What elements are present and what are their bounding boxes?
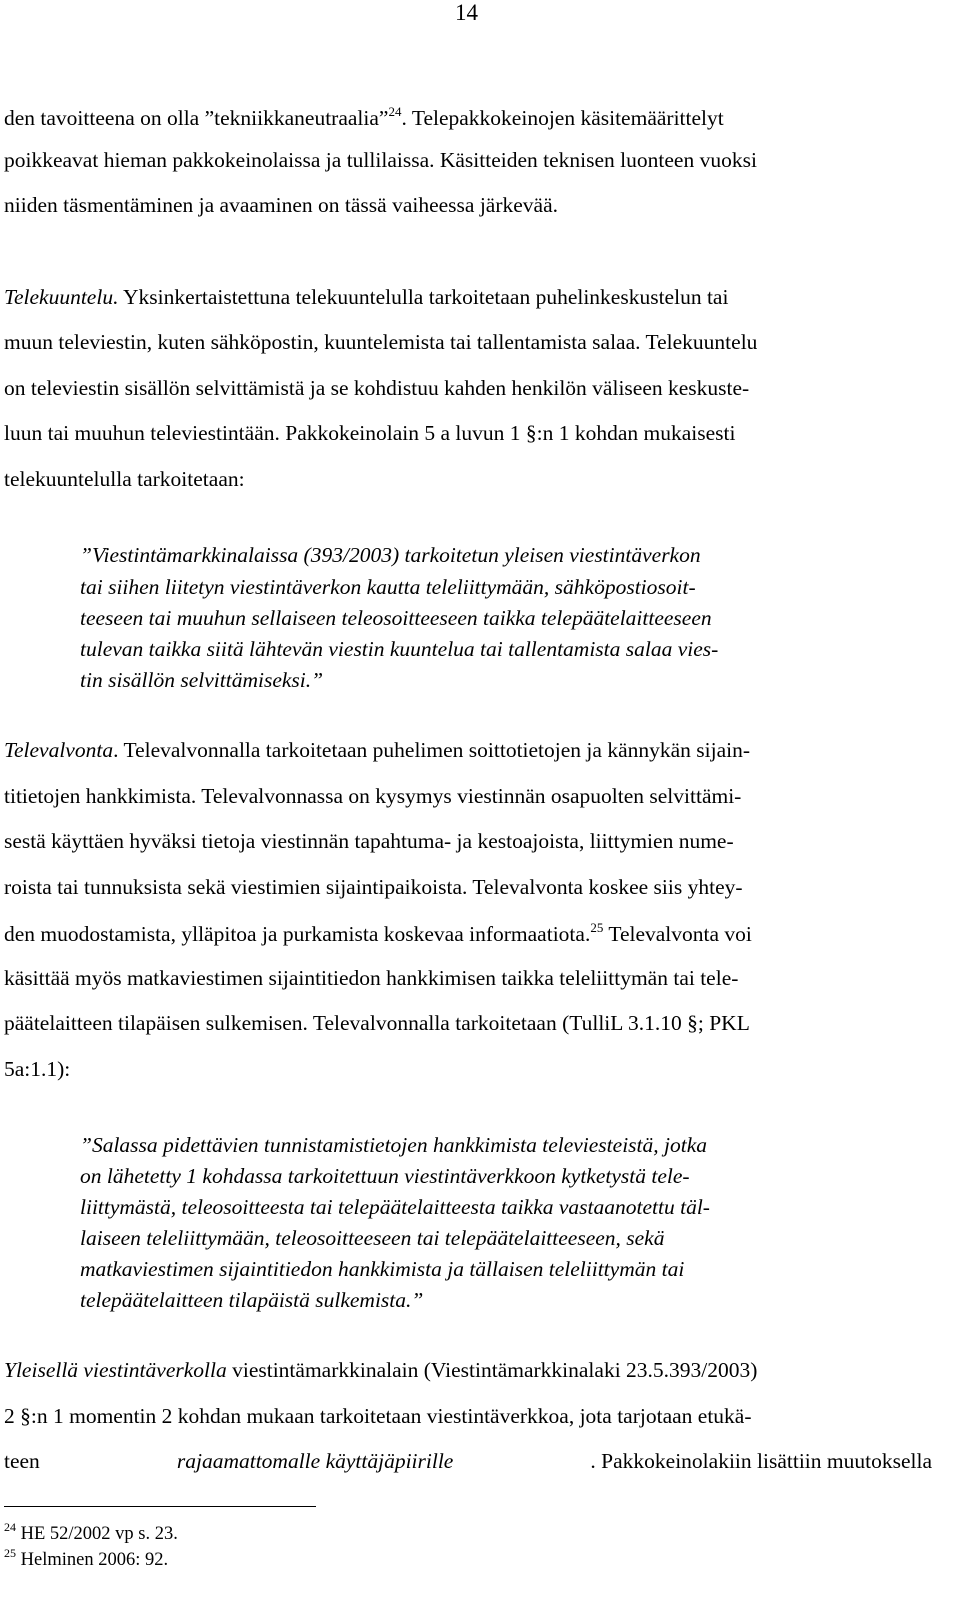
para1-line2: poikkeavat hieman pakkokeinolaissa ja tullilaissa. Käsitteiden teknisen luonteen vuoksi xyxy=(4,148,757,172)
para4-line2: 2 §:n 1 momentin 2 kohdan mukaan tarkoitetaan viestintäverkkoa, jota tarjotaan etukä- xyxy=(4,1404,752,1428)
para3-line1: Televalvonta. Televalvonnalla tarkoitetaan puhelimen soittotietojen ja kännykän sijain- xyxy=(4,738,751,762)
para3-line6: käsittää myös matkaviestimen sijaintitiedon hankkimisen taikka teleliittymän tai tele- xyxy=(4,966,739,990)
footnote-ref-24: 24 xyxy=(388,104,402,119)
para3-line4: roista tai tunnuksista sekä viestimien sijaintipaikoista. Televalvonta koskee siis yhtey- xyxy=(4,875,743,899)
para2-line4: luun tai muuhun televiestintään. Pakkokeinolain 5 a luvun 1 §:n 1 kohdan mukaisesti xyxy=(4,421,736,445)
para1-line1-text: den tavoitteena on olla ”tekniikkaneutraalia”$^{24}$. Telepakkokeinojen käsitemäärittelyt xyxy=(4,104,724,130)
para3-line8: 5a:1.1): xyxy=(4,1057,71,1081)
quote2-line5: matkaviestimen sijaintitiedon hankkimista ja tällaisen teleliittymän tai xyxy=(80,1257,685,1281)
quote2-line4: laiseen teleliittymään, teleosoitteeseen tai telepäätelaitteeseen, sekä xyxy=(80,1226,665,1250)
para4-line3: teen rajaamattomalle käyttäjäpiirille . Pakkokeinolakiin lisättiin muutoksella xyxy=(4,1449,932,1473)
term-rajaamaton-kayttajapiiri: rajaamattomalle käyttäjäpiirille xyxy=(176,1449,454,1473)
para4-line1: Yleisellä viestintäverkolla viestintämarkkinalain (Viestintämarkkinalaki 23.5.393/2003) xyxy=(4,1358,758,1382)
para3-line5: den muodostamista, ylläpitoa ja purkamista koskevaa informaatiota.$^{25}$ Televalvonta voi xyxy=(4,920,752,946)
para2-line1: Telekuuntelu. Yksinkertaistettuna telekuuntelulla tarkoitetaan puhelinkeskustelun tai xyxy=(4,285,729,309)
term-yleinen-viestintaverkko: Yleisellä viestintäverkolla xyxy=(4,1358,227,1382)
footnote-25: $^{25}$ Helminen 2006: 92. xyxy=(4,1546,169,1570)
quote2-line2: on lähetetty 1 kohdassa tarkoitettuun viestintäverkkoon kytketystä tele- xyxy=(80,1164,690,1188)
para1-line3: niiden täsmentäminen ja avaaminen on tässä vaiheessa järkevää. xyxy=(4,193,559,217)
para3-line2: titietojen hankkimista. Televalvonnassa on kysymys viestinnän osapuolten selvittämi- xyxy=(4,784,742,808)
para1-line1 xyxy=(4,104,932,131)
para2-line2: muun televiestin, kuten sähköpostin, kuuntelemista tai tallentamista salaa. Telekuuntelu xyxy=(4,330,758,354)
para2-line5: telekuuntelulla tarkoitetaan: xyxy=(4,467,245,491)
quote1-line3: teeseen tai muuhun sellaiseen teleosoitteeseen taikka telepäätelaitteeseen xyxy=(80,606,712,630)
footnote-24: $^{24}$ HE 52/2002 vp s. 23. xyxy=(4,1520,178,1544)
footnote-ref-25: 25 xyxy=(590,920,604,935)
para3-line3: sestä käyttäen hyväksi tietoja viestinnän tapahtuma- ja kestoajoista, liittymien nume- xyxy=(4,829,734,853)
term-telekuuntelu: Telekuuntelu. xyxy=(4,285,119,309)
quote1-line5: tin sisällön selvittämiseksi.” xyxy=(80,668,324,692)
para2-line3: on televiestin sisällön selvittämistä ja se kohdistuu kahden henkilön väliseen keskuste- xyxy=(4,376,750,400)
quote2-line1: ”Salassa pidettävien tunnistamistietojen hankkimista televiesteistä, jotka xyxy=(80,1133,707,1157)
quote1-line2: tai siihen liitetyn viestintäverkon kautta teleliittymään, sähköpostiosoit- xyxy=(80,575,696,599)
footnote-divider xyxy=(4,1506,316,1507)
para3-line7: päätelaitteen tilapäisen sulkemisen. Televalvonnalla tarkoitetaan (TulliL 3.1.10 §; PKL xyxy=(4,1011,750,1035)
quote1-line4: tulevan taikka siitä lähtevän viestin kuuntelua tai tallentamista salaa vies- xyxy=(80,637,719,661)
page-number: 14 xyxy=(455,0,478,25)
term-televalvonta: Televalvonta xyxy=(4,738,114,762)
quote1-line1: ”Viestintämarkkinalaissa (393/2003) tarkoitetun yleisen viestintäverkon xyxy=(80,543,701,567)
quote2-line6: telepäätelaitteen tilapäistä sulkemista.” xyxy=(80,1288,424,1312)
quote2-line3: liittymästä, teleosoitteesta tai telepäätelaitteesta taikka vastaanotettu täl- xyxy=(80,1195,710,1219)
